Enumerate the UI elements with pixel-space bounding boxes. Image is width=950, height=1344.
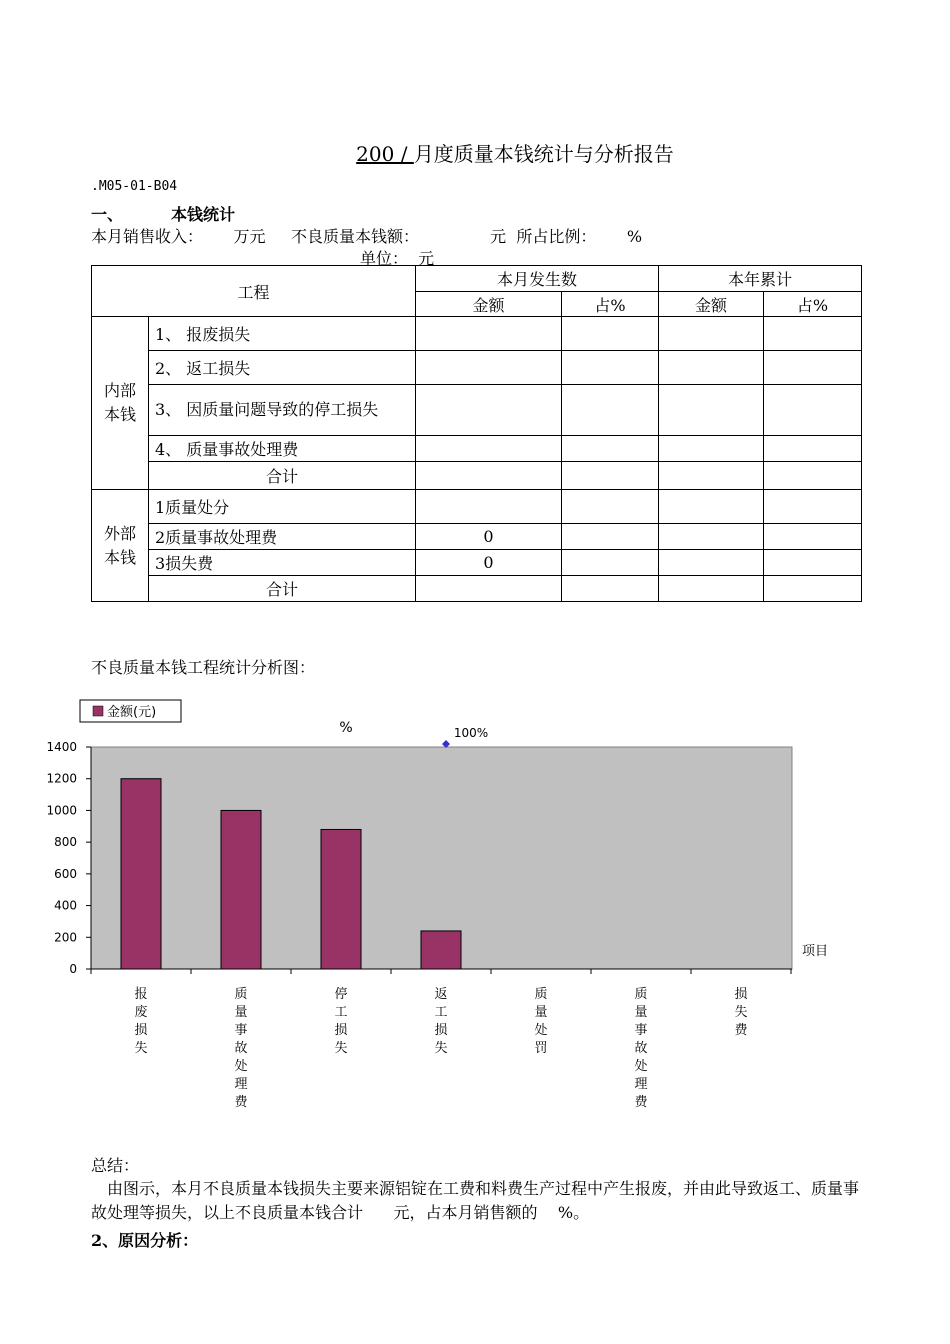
table-row (92, 317, 862, 351)
row-month-amount (416, 436, 562, 462)
x-category-label: 失 (434, 1041, 448, 1056)
x-category-label: 失 (734, 1005, 748, 1020)
x-category-label: 失 (134, 1041, 148, 1056)
section-1-number: 一、 (91, 205, 124, 224)
row-month-amount (416, 317, 562, 351)
sales-line: 本月销售收入： 万元 不良质量本钱额： 元 所占比例： % (91, 227, 643, 246)
x-category-label: 损 (334, 1023, 348, 1038)
y-tick-label: 600 (54, 866, 77, 881)
x-category-label: 损 (434, 1023, 448, 1038)
x-category-label: 废 (134, 1005, 148, 1020)
y-tick-label: 1400 (46, 740, 77, 754)
legend-swatch (93, 706, 103, 716)
external-cost-label: 外部 本钱 (92, 490, 149, 602)
y-tick-label: 0 (69, 962, 77, 976)
chart-caption: 不良质量本钱工程统计分析图： (91, 658, 316, 677)
table-row (92, 436, 862, 462)
row-label: 4、 质量事故处理费 (149, 436, 416, 462)
bar (321, 829, 361, 969)
row-label: 3损失费 (149, 550, 416, 576)
x-category-label: 费 (734, 1023, 748, 1038)
x-category-label: 失 (334, 1041, 348, 1056)
cost-bar-chart (40, 690, 860, 1120)
sub-month-amount: 金额 (416, 292, 562, 317)
x-category-label: 量 (234, 1005, 248, 1020)
table-row (92, 524, 862, 550)
row-month-amount (416, 385, 562, 436)
x-category-label: 处 (634, 1059, 648, 1074)
bar (221, 810, 261, 969)
x-category-label: 事 (634, 1023, 648, 1038)
x-category-label: 量 (634, 1005, 648, 1020)
x-category-label: 量 (534, 1005, 548, 1020)
chart-annotation-100pct: 100% (453, 726, 489, 740)
table-row (92, 351, 862, 385)
summary-text: 由图示，本月不良质量本钱损失主要来源铝锭在工费和料费生产过程中产生报废，并由此导致返工、质量事故处理等损失，以上不良质量本钱合计 元，占本月销售额的 %。 (91, 1179, 860, 1222)
row-label: 1、 报废损失 (149, 317, 416, 351)
bar (121, 779, 161, 969)
sub-year-amount: 金额 (659, 292, 764, 317)
x-category-label: 费 (234, 1095, 248, 1110)
row-month-amount: 0 (416, 524, 562, 550)
document-code: .M05-01-B04 (91, 179, 178, 194)
row-label: 3、 因质量问题导致的停工损失 (149, 385, 416, 436)
external-subtotal-label: 合计 (149, 576, 416, 602)
table-row (92, 462, 862, 490)
row-label: 1质量处分 (149, 490, 416, 524)
y-tick-label: 200 (54, 930, 77, 945)
sub-month-pct: 占% (562, 292, 659, 317)
x-category-label: 处 (534, 1023, 548, 1038)
section-1-title: 本钱统计 (171, 205, 236, 224)
x-axis-label: 项目 (802, 944, 829, 959)
section-1-heading (91, 202, 235, 225)
summary-heading: 总结： (91, 1156, 140, 1175)
chart-annotation-pct: % (339, 720, 353, 736)
table-row (92, 490, 862, 524)
header-month: 本月发生数 (416, 266, 659, 292)
y-tick-label: 1200 (46, 771, 77, 786)
row-label: 2质量事故处理费 (149, 524, 416, 550)
x-category-label: 罚 (534, 1041, 548, 1056)
x-category-label: 工 (434, 1005, 448, 1020)
row-month-amount (416, 351, 562, 385)
x-category-label: 损 (134, 1023, 148, 1038)
header-project: 工程 (92, 266, 416, 317)
x-category-label: 质 (634, 987, 648, 1002)
y-tick-label: 800 (54, 835, 77, 850)
bar (421, 931, 461, 969)
x-category-label: 故 (634, 1041, 648, 1056)
legend-label: 金额(元) (107, 705, 157, 720)
row-month-amount: 0 (416, 550, 562, 576)
report-title-text: 月度质量本钱统计与分析报告 (413, 142, 674, 166)
table-row (92, 576, 862, 602)
section-2-heading: 2、原因分析： (91, 1231, 199, 1250)
chart-legend (80, 700, 181, 722)
y-tick-label: 400 (54, 898, 77, 913)
x-category-label: 损 (734, 987, 748, 1002)
row-label: 2、 返工损失 (149, 351, 416, 385)
x-category-label: 质 (534, 987, 548, 1002)
y-tick-label: 1000 (46, 803, 77, 818)
table-row (92, 385, 862, 436)
report-title (0, 138, 950, 167)
table-row (92, 550, 862, 576)
x-category-label: 工 (334, 1005, 348, 1020)
x-category-label: 理 (234, 1077, 248, 1092)
internal-cost-label: 内部 本钱 (92, 317, 149, 490)
x-category-label: 返 (434, 987, 448, 1002)
x-category-label: 事 (234, 1023, 248, 1038)
row-month-amount (416, 490, 562, 524)
internal-subtotal-label: 合计 (149, 462, 416, 490)
x-category-label: 处 (234, 1059, 248, 1074)
x-category-label: 停 (334, 987, 348, 1002)
report-title-year: 200 / (356, 142, 414, 166)
header-year: 本年累计 (659, 266, 862, 292)
cost-table (91, 265, 862, 602)
sub-year-pct: 占% (764, 292, 862, 317)
x-category-label: 故 (234, 1041, 248, 1056)
x-category-label: 理 (634, 1077, 648, 1092)
x-category-label: 报 (134, 987, 148, 1002)
unit-line: 单位： 元 (360, 249, 435, 268)
x-category-label: 费 (634, 1095, 648, 1110)
x-category-label: 质 (234, 987, 248, 1002)
